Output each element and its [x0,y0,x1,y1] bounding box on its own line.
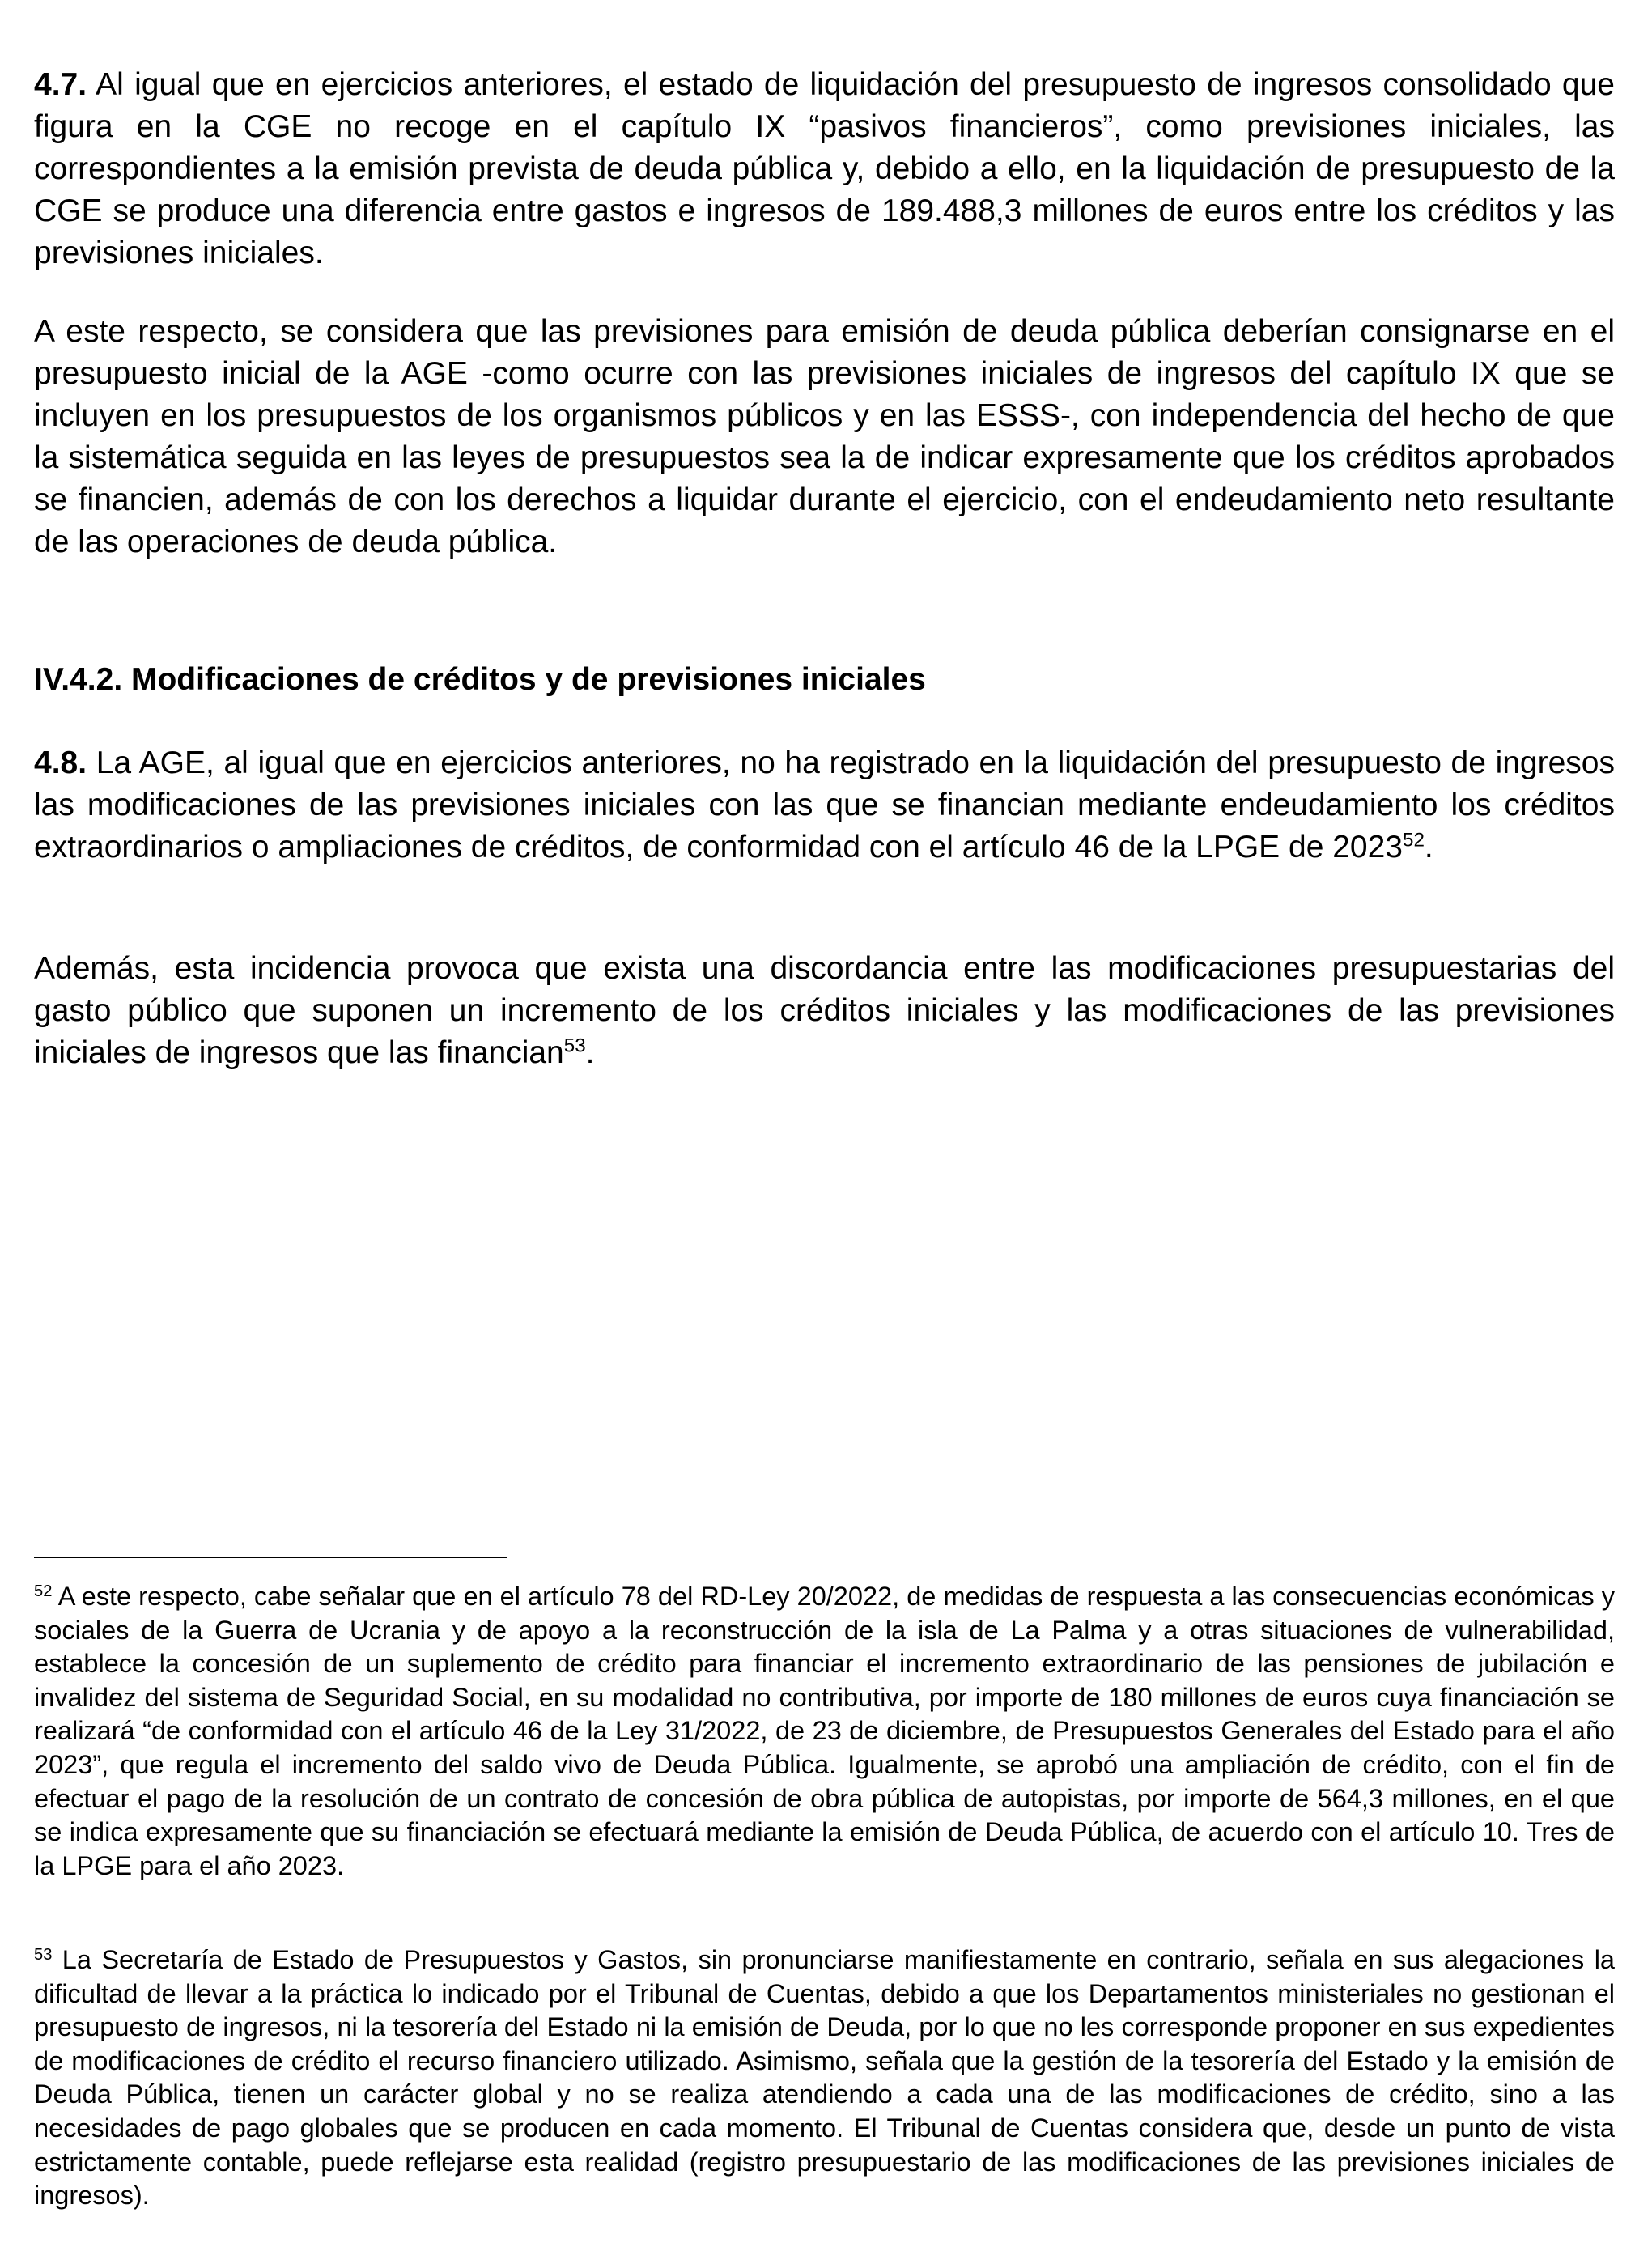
paragraph-4-8-continued [34,948,1615,1074]
paragraph-text: A este respecto, se considera que las previsiones para emisión de deuda pública deberían consignarse en el presupuesto inicial de la AGE -como ocurre con las previsiones iniciales de ingresos del capítulo IX que se incluyen en los presupuestos de los organismos públicos y en las ESSS-, con independencia del hecho de que la sistemática seguida en las leyes de presupuestos sea la de indicar expresamente que los créditos aprobados se financien, además de con los derechos a liquidar durante el ejercicio, con el endeudamiento neto resultante de las operaciones de deuda pública. [34,314,1615,559]
paragraph-4-7-continued [34,311,1615,563]
paragraph-end: . [1424,830,1433,864]
footnote-text: La Secretaría de Estado de Presupuestos y Gastos, sin pronunciarse manifiestamente en contrario, señala en sus alegaciones la dificultad de llevar a la práctica lo indicado por el Tribunal de Cuentas, debido a que los Departamentos ministeriales no gestionan el presupuesto de ingresos, ni la tesorería del Estado ni la emisión de Deuda, por lo que no les corresponde proponer en sus expedientes de modificaciones de crédito el recurso financiero utilizado. Asimismo, señala que la gestión de la tesorería del Estado y la emisión de Deuda Pública, tienen un carácter global y no se realiza atendiendo a cada una de las modificaciones de crédito, sino a las necesidades de pago globales que se producen en cada momento. El Tribunal de Cuentas considera que, desde un punto de vista estrictamente contable, puede reflejarse esta realidad (registro presupuestario de las modificaciones de las previsiones iniciales de ingresos). [34,1945,1615,2211]
footnote-text: A este respecto, cabe señalar que en el artículo 78 del RD-Ley 20/2022, de medidas de respuesta a las consecuencias económicas y sociales de la Guerra de Ucrania y de apoyo a la reconstrucción de la isla de La Palma y a otras situaciones de vulnerabilidad, establece la concesión de un suplemento de crédito para financiar el incremento extraordinario de las pensiones de jubilación e invalidez del sistema de Seguridad Social, en su modalidad no contributiva, por importe de 180 millones de euros cuya financiación se realizará “de conformidad con el artículo 46 de la Ley 31/2022, de 23 de diciembre, de Presupuestos Generales del Estado para el año 2023”, que regula el incremento del saldo vivo de Deuda Pública. Igualmente, se aprobó una ampliación de crédito, con el fin de efectuar el pago de la resolución de un contrato de concesión de obra pública de autopistas, por importe de 564,3 millones, en el que se indica expresamente que su financiación se efectuará mediante la emisión de Deuda Pública, de acuerdo con el artículo 10. Tres de la LPGE para el año 2023. [34,1582,1615,1880]
paragraph-4-8 [34,742,1615,869]
paragraph-number: 4.8. [34,745,87,780]
footnote-52 [34,1580,1615,1883]
footnote-number: 52 [34,1582,53,1600]
footnote-number: 53 [34,1945,53,1964]
footnote-ref-52[interactable]: 52 [1403,829,1425,852]
section-heading: IV.4.2. Modificaciones de créditos y de previsiones iniciales [34,662,926,697]
paragraph-number: 4.7. [34,67,87,102]
footnote-53 [34,1943,1615,2213]
paragraph-end: . [585,1035,595,1070]
footnote-separator [34,1557,507,1558]
paragraph-text: Además, esta incidencia provoca que exista una discordancia entre las modificaciones presupuestarias del gasto público que suponen un incremento de los créditos iniciales y las modificaciones de las previsiones iniciales de ingresos que las financian [34,951,1615,1070]
footnote-ref-53[interactable]: 53 [563,1034,586,1057]
paragraph-4-7 [34,64,1615,274]
paragraph-text: Al igual que en ejercicios anteriores, el estado de liquidación del presupuesto de ingresos consolidado que figura en la CGE no recoge en el capítulo IX “pasivos financieros”, como previsiones iniciales, las correspondientes a la emisión prevista de deuda pública y, debido a ello, en la liquidación de presupuesto de la CGE se produce una diferencia entre gastos e ingresos de 189.488,3 millones de euros entre los créditos y las previsiones iniciales. [34,67,1615,270]
paragraph-text: La AGE, al igual que en ejercicios anteriores, no ha registrado en la liquidación del presupuesto de ingresos las modificaciones de las previsiones iniciales con las que se financian mediante endeudamiento los créditos extraordinarios o ampliaciones de créditos, de conformidad con el artículo 46 de la LPGE de 2023 [34,745,1615,864]
